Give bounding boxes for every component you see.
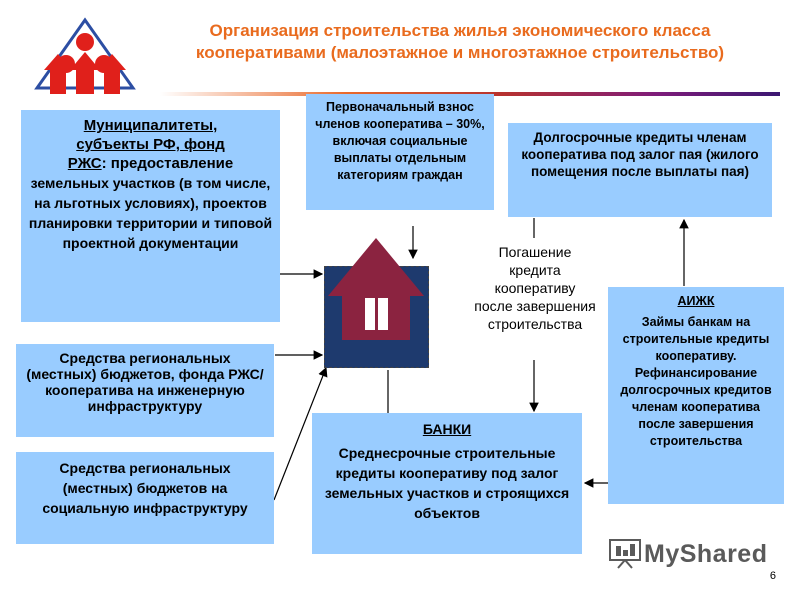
watermark-text: MyShared — [644, 540, 768, 568]
regional-infrastructure-text: Средства региональных (местных) бюджетов, фонда РЖС/ кооператива на инженерную инфраструктуру — [26, 350, 264, 414]
regional-social-box — [16, 452, 274, 544]
banks-heading: БАНКИ — [422, 421, 472, 437]
page-number: 6 — [769, 570, 776, 582]
initial-fee-text: Первоначальный взнос членов кооператива – 30%, включая социальные выплаты отдельным категориям граждан — [315, 100, 485, 182]
long-term-credits-text: Долгосрочные кредиты членам кооператива под залог пая (жилого помещения после выплаты пая) — [521, 130, 759, 179]
presentation-watermark-icon — [608, 538, 642, 570]
banks-box — [312, 413, 582, 554]
municipal-box — [21, 110, 280, 322]
house-icon — [324, 236, 429, 368]
title-line-2: кооперативами (малоэтажное и многоэтажное строительство) — [195, 43, 725, 62]
title-line-1: Организация строительства жилья экономического класса — [209, 21, 711, 40]
aizhk-heading: АИЖК — [677, 294, 715, 308]
repayment-note: Погашение кредита кооперативу после завершения строительства — [474, 244, 596, 332]
municipal-heading: Муниципалитеты, субъекты РФ, фонд РЖС: предоставление — [67, 117, 234, 172]
regional-social-text: Средства региональных (местных) бюджетов на социальную инфраструктуру — [42, 460, 248, 516]
aizhk-text: Займы банкам на строительные кредиты кооперативу. Рефинансирование долгосрочных кредитов членам кооператива после завершения строительства — [620, 315, 772, 448]
banks-text: Среднесрочные строительные кредиты кооперативу под залог земельных участков и строящихся объектов — [324, 445, 570, 521]
long-term-credits-box — [508, 123, 772, 217]
municipal-body: земельных участков (в том числе, на льготных условиях), проектов планировки территории и типовой проектной документации — [28, 175, 273, 251]
regional-infrastructure-box — [16, 344, 274, 437]
initial-fee-box — [306, 94, 494, 210]
aizhk-box — [608, 287, 784, 504]
